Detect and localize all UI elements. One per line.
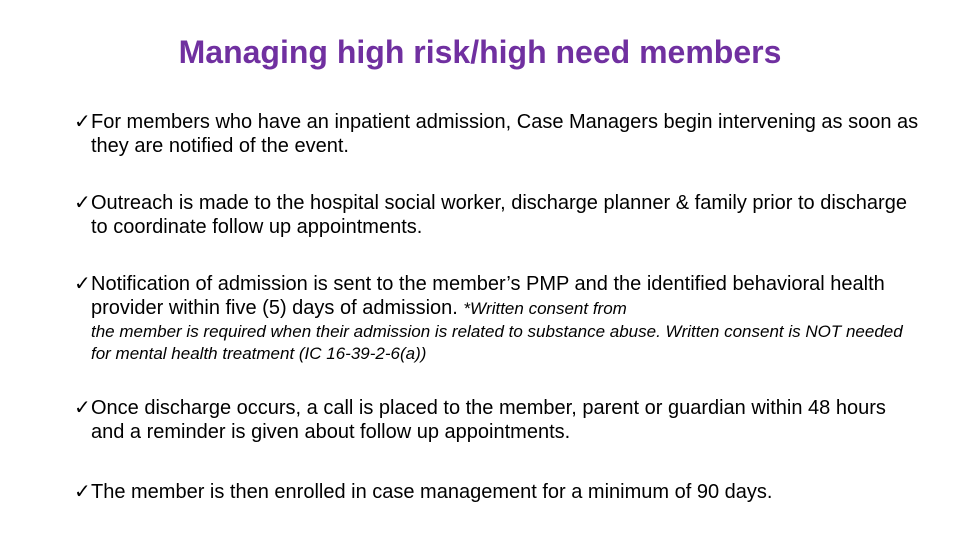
checkmark-icon: ✓ <box>74 192 91 214</box>
bullet-item <box>74 396 921 444</box>
bullet-text: The member is then enrolled in case management for a minimum of 90 days. <box>91 481 773 503</box>
bullet-text: Notification of admission is sent to the member’s PMP and the identified behavioral health provider within five (5) days of admission. <box>91 273 885 319</box>
bullet-text: For members who have an inpatient admission, Case Managers begin intervening as soon as they are notified of the event. <box>91 111 919 157</box>
checkmark-icon: ✓ <box>74 273 91 295</box>
consent-note-start: *Written consent from <box>463 299 627 318</box>
slide-title: Managing high risk/high need members <box>178 34 782 70</box>
checkmark-icon: ✓ <box>74 111 91 133</box>
checkmark-icon: ✓ <box>74 397 91 419</box>
bullet-text: Once discharge occurs, a call is placed to the member, parent or guardian within 48 hours and a reminder is given about follow up appointments. <box>91 397 886 443</box>
bullet-item <box>74 272 921 365</box>
bullet-item <box>74 480 921 504</box>
checkmark-icon: ✓ <box>74 481 91 503</box>
bullet-item <box>74 110 921 158</box>
bullet-item <box>74 191 921 239</box>
bullet-text: Outreach is made to the hospital social worker, discharge planner & family prior to discharge to coordinate follow up appointments. <box>91 192 907 238</box>
consent-note-text: the member is required when their admission is related to substance abuse. Written consent is NOT needed for mental health treatment (IC 16-39-2-6(a)) <box>91 322 903 363</box>
